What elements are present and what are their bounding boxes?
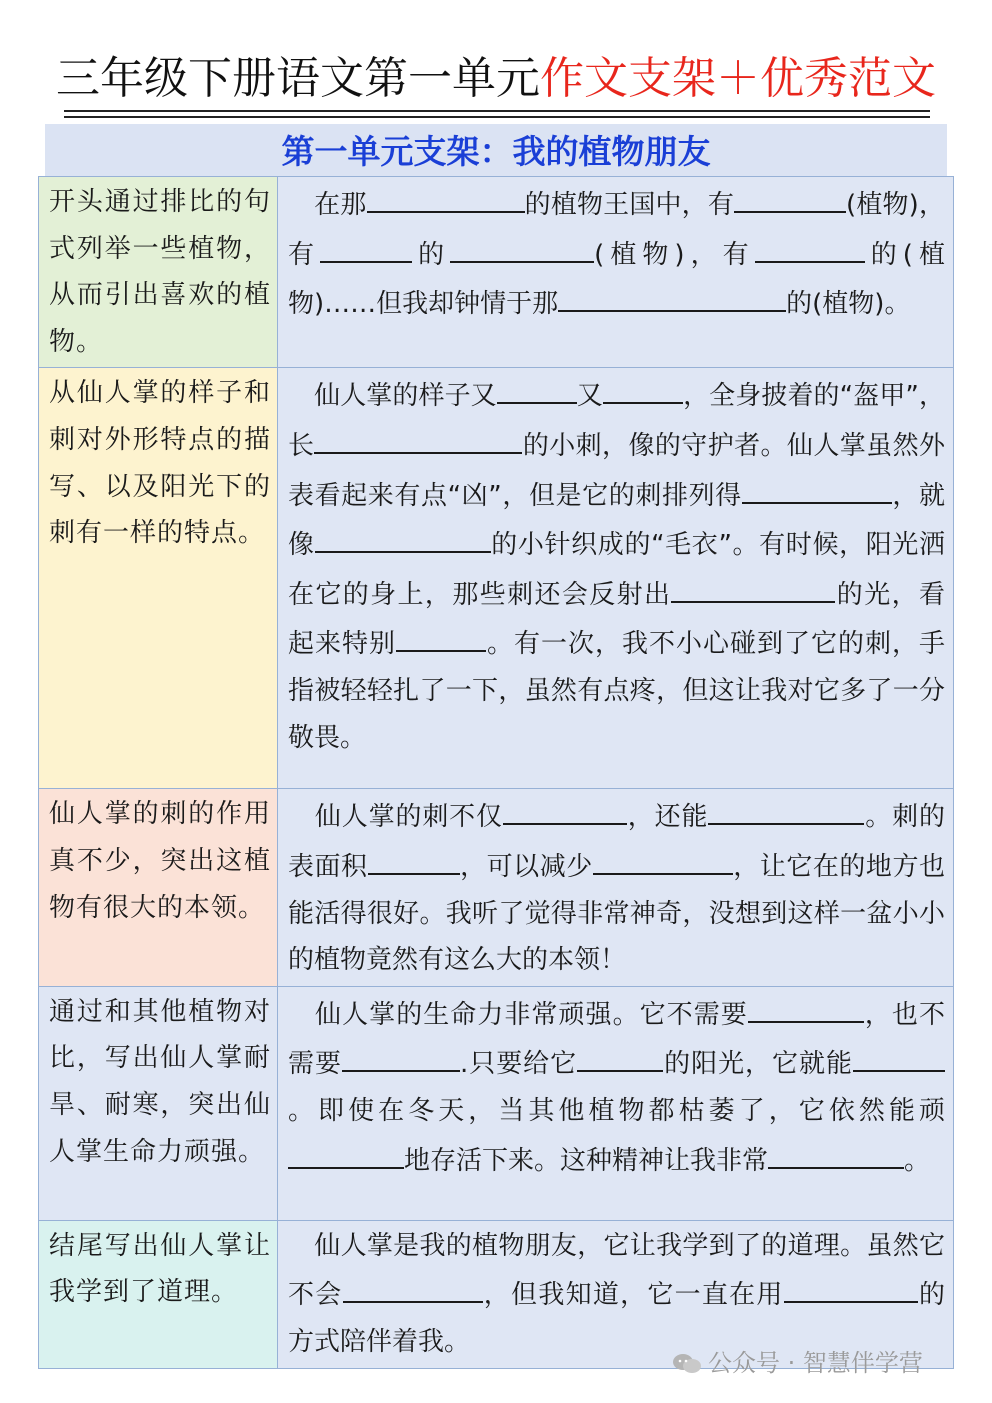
fill-blank[interactable] — [708, 791, 864, 825]
fill-blank[interactable] — [748, 989, 864, 1023]
template-text: 仙人掌的样子又 又 ，全身披着的“盔甲”，长 的小刺，像的守护者。仙人掌虽然外表看起来有点“凶”，但是它的刺排列得 ，就像 的小针织成的“毛衣”。有时候，阳光洒在它的身上，那些刺还会反射出 的光，看起来特别 。有一次，我不小心碰到了它的刺，手指被轻轻扎了一下，虽然有点疼，但这让我对它多了一分敬畏。 — [278, 368, 953, 763]
hint-text: 从仙人掌的样子和刺对外形特点的描写、以及阳光下的刺有一样的特点。 — [49, 378, 271, 549]
fill-blank[interactable] — [603, 370, 683, 404]
fill-blank[interactable] — [368, 841, 460, 875]
watermark — [672, 1345, 972, 1381]
fill-blank[interactable] — [314, 420, 522, 454]
wechat-icon — [672, 1353, 702, 1375]
table-row — [39, 177, 954, 368]
table-row — [39, 368, 954, 789]
hint-text: 结尾写出仙人掌让我学到了道理。 — [49, 1230, 271, 1308]
fill-blank[interactable] — [342, 1038, 460, 1072]
hint-cell — [39, 368, 278, 789]
template-cell — [278, 177, 954, 368]
template-cell — [278, 986, 954, 1220]
fill-blank[interactable] — [450, 229, 594, 263]
fill-blank[interactable] — [784, 1269, 918, 1303]
fill-blank[interactable] — [742, 470, 892, 504]
hint-text: 通过和其他植物对比，写出仙人掌耐旱、耐寒，突出仙人掌生命力顽强。 — [49, 996, 271, 1167]
template-text: 仙人掌的刺不仅 ，还能 。刺的表面积 ，可以减少 ，让它在的地方也能活得很好。我听了觉得非常神奇，没想到这样一盆小小的植物竟然有这么大的本领！ — [278, 789, 953, 985]
fill-blank[interactable] — [315, 519, 491, 553]
fill-blank[interactable] — [755, 229, 865, 263]
template-text: 仙人掌的生命力非常顽强。它不需要 ，也不需要 .只要给它 的阳光，它就能。即使在冬天，当其他植物都枯萎了，它依然能顽地存活下来。这种精神让我非常 。 — [278, 987, 953, 1186]
title-underline — [64, 110, 930, 112]
fill-blank[interactable] — [288, 1135, 404, 1169]
fill-blank[interactable] — [768, 1135, 904, 1169]
fill-blank[interactable] — [593, 841, 733, 875]
fill-blank[interactable] — [853, 1038, 945, 1072]
fill-blank[interactable] — [734, 179, 846, 213]
hint-text: 开头通过排比的句式列举一些植物，从而引出喜欢的植物。 — [49, 187, 271, 357]
fill-blank[interactable] — [577, 1038, 663, 1072]
scaffold-table — [38, 176, 954, 1369]
fill-blank[interactable] — [671, 569, 835, 603]
table-row — [39, 986, 954, 1220]
hint-text: 仙人掌的刺的作用真不少，突出这植物有很大的本领。 — [49, 799, 271, 923]
watermark-text: 公众号 · 智慧伴学营 — [708, 1349, 923, 1377]
template-text: 在那 的植物王国中，有 (植物)，有 的 (植物)，有 的(植物)……但我却钟情于那 的(植物)。 — [278, 177, 953, 330]
title-underline-2 — [64, 116, 930, 118]
title-highlight: 作文支架＋优秀范文 — [540, 53, 936, 104]
fill-blank[interactable] — [558, 278, 786, 312]
template-cell — [278, 368, 954, 789]
section-banner: 第一单元支架：我的植物朋友 — [45, 124, 947, 176]
template-text: 仙人掌是我的植物朋友，它让我学到了的道理。虽然它不会 ，但我知道，它一直在用 的方式陪伴着我。 — [288, 1230, 945, 1357]
fill-blank[interactable] — [367, 179, 525, 213]
template-cell — [278, 789, 954, 986]
hint-cell — [39, 177, 278, 368]
fill-blank[interactable] — [497, 370, 577, 404]
hint-cell — [39, 789, 278, 986]
title-main: 三年级下册语文第一单元 — [56, 53, 540, 104]
table-row — [39, 789, 954, 986]
hint-cell — [39, 986, 278, 1220]
fill-blank[interactable] — [343, 1269, 483, 1303]
fill-blank[interactable] — [320, 229, 412, 263]
page-title — [0, 46, 992, 112]
fill-blank[interactable] — [396, 618, 486, 652]
hint-cell — [39, 1220, 278, 1368]
fill-blank[interactable] — [503, 791, 627, 825]
